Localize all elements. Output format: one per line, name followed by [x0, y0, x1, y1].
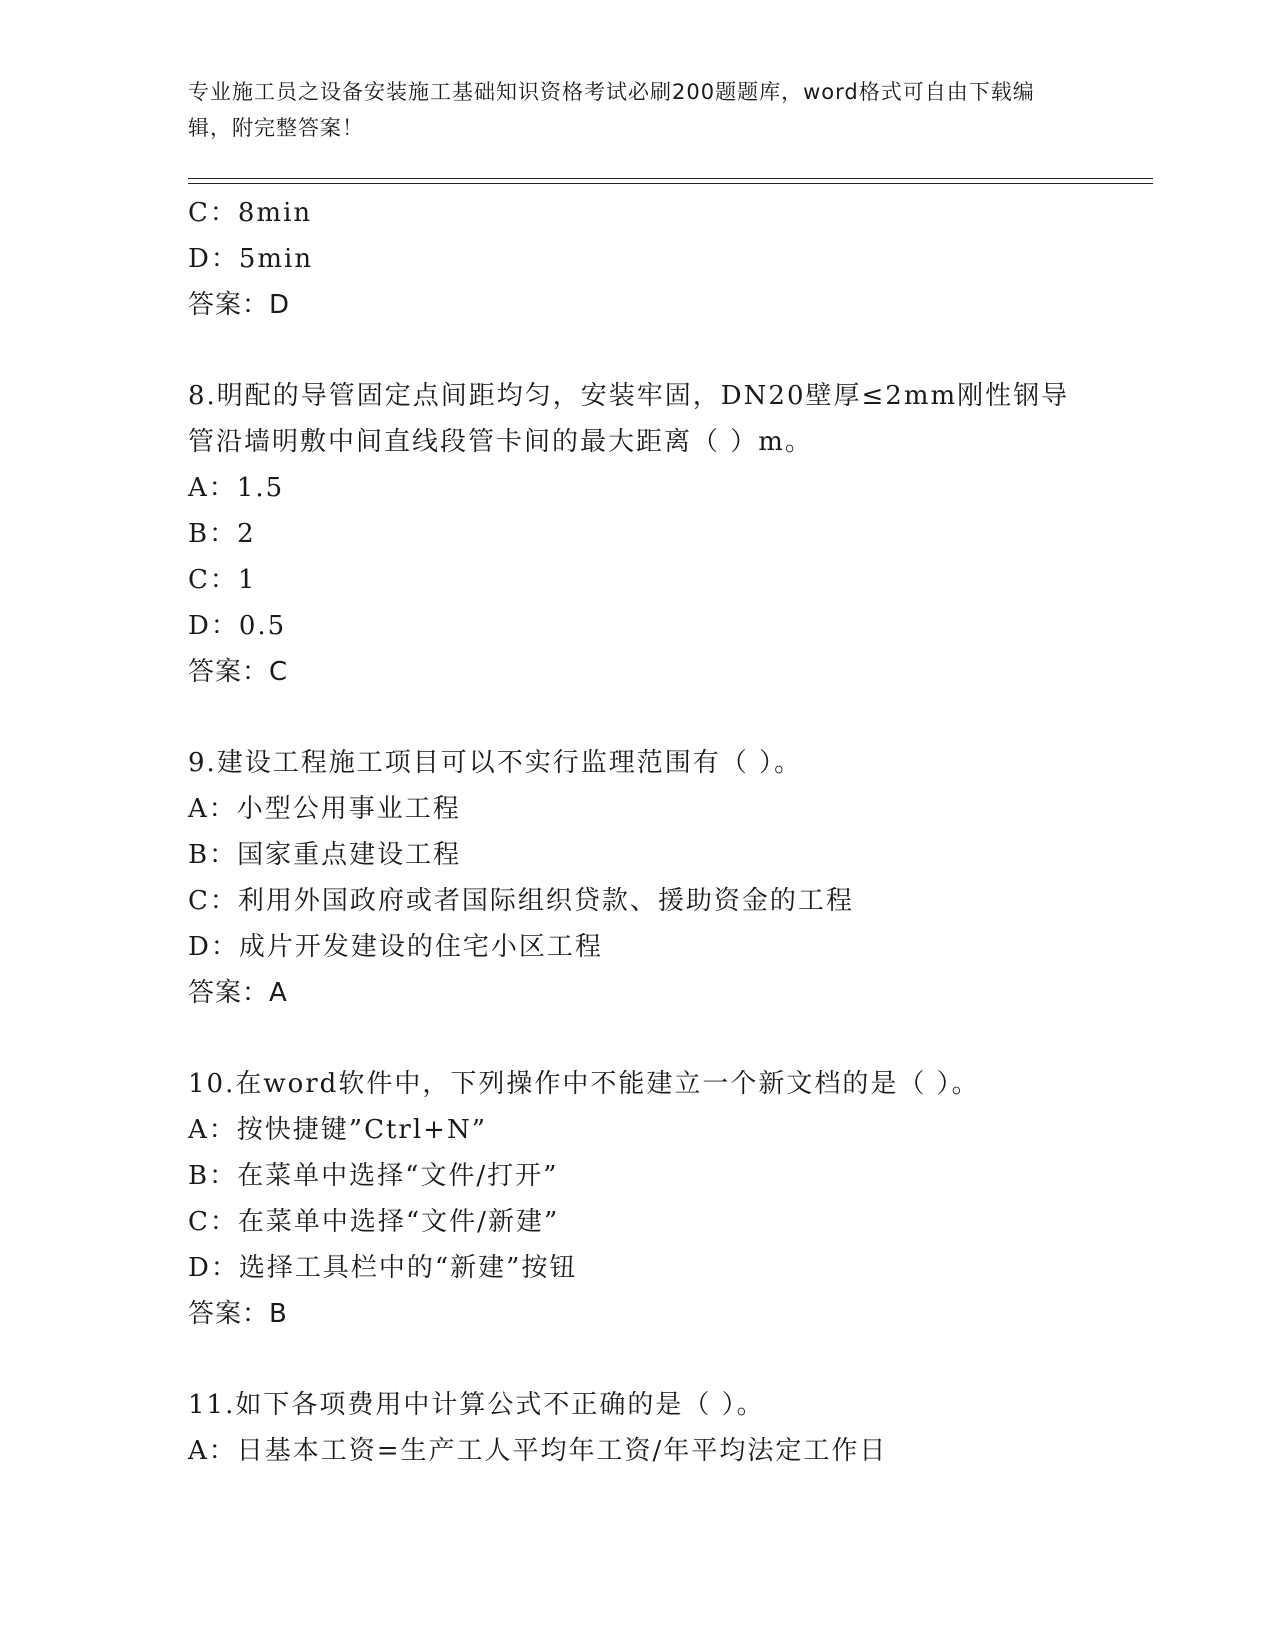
option-c: C：在菜单中选择“文件/新建”: [188, 1207, 560, 1237]
spacer: [188, 695, 1118, 740]
option-c: C：利用外国政府或者国际组织贷款、援助资金的工程: [188, 886, 854, 916]
answer: 答案：A: [188, 978, 288, 1008]
option-d: D：0.5: [188, 611, 287, 641]
question-text: 11.如下各项费用中计算公式不正确的是（ ）。: [188, 1390, 765, 1420]
question-block: [188, 190, 1118, 328]
spacer: [188, 328, 1118, 373]
option-a: A：日基本工资=生产工人平均年工资/年平均法定工作日: [188, 1436, 888, 1466]
option-a: A：小型公用事业工程: [188, 794, 461, 824]
answer: 答案：C: [188, 657, 289, 687]
spacer: [188, 1337, 1118, 1382]
question-text-continued: 管沿墙明敷中间直线段管卡间的最大距离（ ）m。: [188, 427, 813, 457]
option-d: D：5min: [188, 244, 314, 274]
option-a: A：按快捷键”Ctrl+N”: [188, 1115, 487, 1145]
spacer: [188, 1016, 1118, 1061]
question-text: 9.建设工程施工项目可以不实行监理范围有（ ）。: [188, 748, 803, 778]
question-block: [188, 373, 1118, 695]
question-block: [188, 740, 1118, 1016]
option-b: B：2: [188, 519, 256, 549]
option-c: C：1: [188, 565, 257, 595]
answer: 答案：B: [188, 1299, 288, 1329]
option-b: B：在菜单中选择“文件/打开”: [188, 1161, 559, 1191]
document-header: 专业施工员之设备安装施工基础知识资格考试必刷200题题库，word格式可自由下载编辑，附完整答案！: [188, 80, 1035, 140]
option-b: B：国家重点建设工程: [188, 840, 462, 870]
header-divider-bottom: [188, 183, 1153, 184]
option-d: D：成片开发建设的住宅小区工程: [188, 932, 603, 962]
question-text: 10.在word软件中，下列操作中不能建立一个新文档的是（ ）。: [188, 1069, 980, 1099]
question-text: 8.明配的导管固定点间距均匀，安装牢固，DN20壁厚≤2mm刚性钢导: [188, 381, 1070, 411]
option-c: C：8min: [188, 198, 313, 228]
option-d: D：选择工具栏中的“新建”按钮: [188, 1253, 578, 1283]
option-a: A：1.5: [188, 473, 285, 503]
header-divider-top: [188, 178, 1153, 179]
question-block: [188, 1061, 1118, 1337]
answer: 答案：D: [188, 290, 291, 320]
question-block: [188, 1382, 1118, 1474]
document-body: [188, 190, 1118, 1474]
